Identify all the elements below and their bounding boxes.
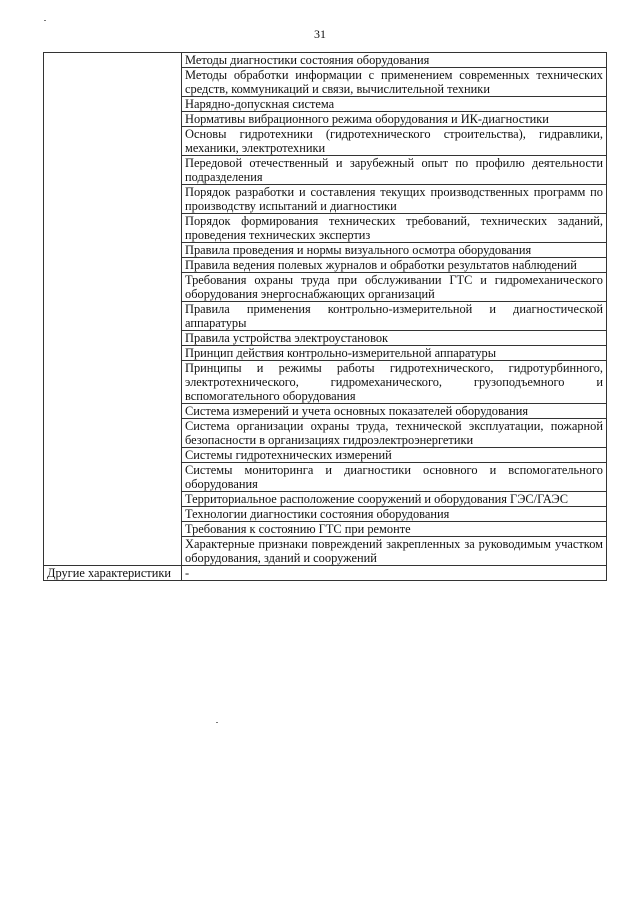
knowledge-item: Передовой отечественный и зарубежный опыт по профилю деятельности подразделения bbox=[182, 156, 607, 185]
knowledge-item: Нарядно-допускная система bbox=[182, 97, 607, 112]
knowledge-item: Характерные признаки повреждений закрепленных за руководимым участком оборудования, зданий и сооружений bbox=[182, 537, 607, 566]
knowledge-item: Система организации охраны труда, технической эксплуатации, пожарной безопасности в организациях гидроэлектроэнергетики bbox=[182, 419, 607, 448]
table-row bbox=[44, 53, 607, 68]
knowledge-item: Территориальное расположение сооружений и оборудования ГЭС/ГАЭС bbox=[182, 492, 607, 507]
knowledge-item: Методы диагностики состояния оборудования bbox=[182, 53, 607, 68]
knowledge-item: Порядок формирования технических требований, технических заданий, проведения технических экспертиз bbox=[182, 214, 607, 243]
knowledge-item: Системы мониторинга и диагностики основного и вспомогательного оборудования bbox=[182, 463, 607, 492]
knowledge-table-body bbox=[44, 53, 607, 581]
other-characteristics-label: Другие характеристики bbox=[44, 566, 182, 581]
knowledge-item: Система измерений и учета основных показателей оборудования bbox=[182, 404, 607, 419]
knowledge-item: Требования охраны труда при обслуживании ГТС и гидромеханического оборудования энергоснабжающих организаций bbox=[182, 273, 607, 302]
knowledge-item: Правила применения контрольно-измерительной и диагностической аппаратуры bbox=[182, 302, 607, 331]
knowledge-item: Технологии диагностики состояния оборудования bbox=[182, 507, 607, 522]
knowledge-item: Правила ведения полевых журналов и обработки результатов наблюдений bbox=[182, 258, 607, 273]
knowledge-table bbox=[43, 52, 607, 581]
knowledge-item: Нормативы вибрационного режима оборудования и ИК-диагностики bbox=[182, 112, 607, 127]
knowledge-item: Правила проведения и нормы визуального осмотра оборудования bbox=[182, 243, 607, 258]
scan-speck bbox=[216, 722, 218, 723]
table-row bbox=[44, 566, 607, 581]
knowledge-item: Требования к состоянию ГТС при ремонте bbox=[182, 522, 607, 537]
knowledge-item: Правила устройства электроустановок bbox=[182, 331, 607, 346]
other-characteristics-value: - bbox=[182, 566, 607, 581]
knowledge-item: Принцип действия контрольно-измерительной аппаратуры bbox=[182, 346, 607, 361]
knowledge-left-cell bbox=[44, 53, 182, 566]
knowledge-item: Основы гидротехники (гидротехнического строительства), гидравлики, механики, электротехники bbox=[182, 127, 607, 156]
scan-speck bbox=[44, 20, 46, 21]
page-number: 31 bbox=[314, 27, 326, 41]
knowledge-item: Порядок разработки и составления текущих производственных программ по производству испытаний и диагностики bbox=[182, 185, 607, 214]
knowledge-item: Принципы и режимы работы гидротехнического, гидротурбинного, электротехнического, гидромеханического, грузоподъемного и вспомогательного оборудования bbox=[182, 361, 607, 404]
knowledge-item: Методы обработки информации с применением современных технических средств, коммуникаций и связи, вычислительной техники bbox=[182, 68, 607, 97]
knowledge-item: Системы гидротехнических измерений bbox=[182, 448, 607, 463]
